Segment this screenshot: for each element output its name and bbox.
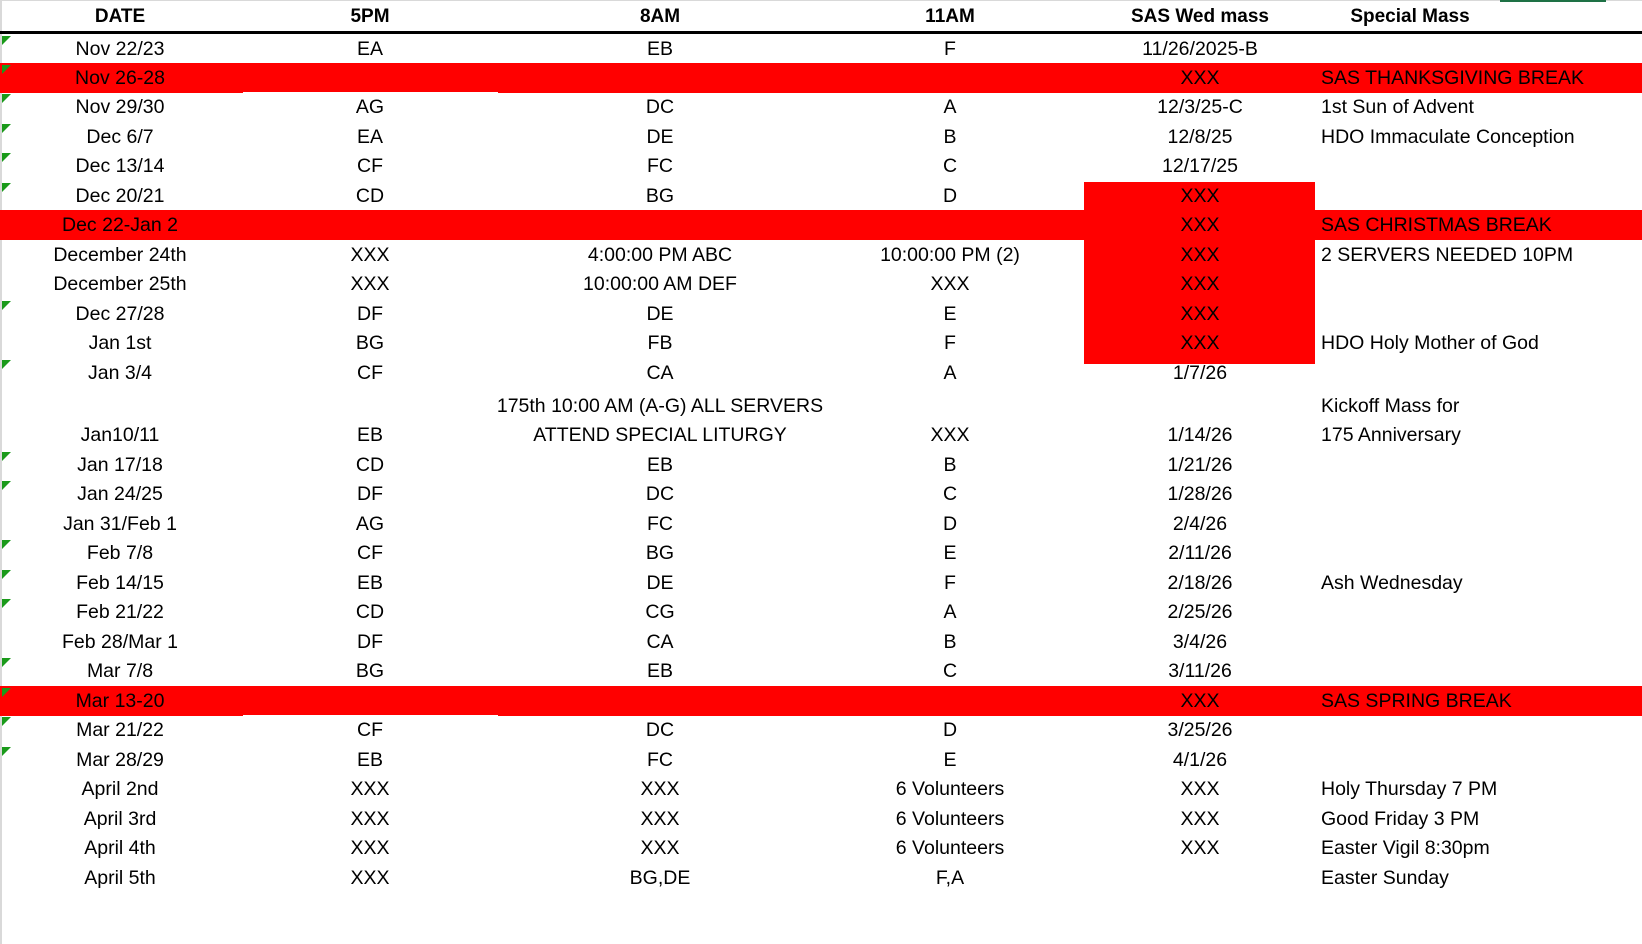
error-indicator-icon [2, 183, 11, 192]
cell-11am[interactable]: 6 Volunteers [895, 837, 1005, 859]
header-11am[interactable]: 11AM [925, 6, 975, 27]
cell-sas-wed-mass[interactable]: 1/7/26 [1172, 362, 1228, 384]
cell-8am[interactable]: DE [646, 303, 674, 325]
error-indicator-icon [2, 481, 11, 490]
table-row [0, 656, 1642, 686]
cell-11am[interactable]: F [944, 332, 956, 354]
cell-8am[interactable] [480, 686, 840, 716]
cell-5pm[interactable]: EA [356, 126, 383, 148]
cell-8am[interactable] [480, 63, 840, 93]
cell-5pm[interactable]: CF [357, 542, 383, 564]
cell-11am[interactable]: E [943, 749, 957, 771]
cell-5pm[interactable]: CF [357, 155, 383, 177]
cell-5pm[interactable]: CD [355, 601, 385, 623]
cell-5pm[interactable]: XXX [350, 778, 390, 800]
cell-8am[interactable]: CG [645, 601, 675, 623]
cell-5pm[interactable]: CF [357, 362, 383, 384]
cell-11am[interactable] [840, 686, 1060, 716]
cell-sas-wed-mass[interactable]: XXX [1180, 67, 1220, 89]
cell-8am[interactable]: CA [646, 631, 674, 653]
table-row [0, 391, 1642, 421]
cell-sas-wed-mass[interactable]: 2/25/26 [1167, 601, 1233, 623]
cell-date[interactable]: Mar 13-20 [75, 690, 165, 712]
cell-11am[interactable]: XXX [930, 424, 970, 446]
cell-11am[interactable]: F [944, 38, 956, 60]
table-row [0, 92, 1642, 122]
cell-5pm[interactable]: DF [357, 303, 383, 325]
cell-8am[interactable]: ATTEND SPECIAL LITURGY [533, 424, 787, 446]
cell-11am[interactable]: D [942, 513, 958, 535]
cell-11am[interactable]: D [942, 185, 958, 207]
cell-special-mass[interactable]: 1st Sun of Advent [1321, 96, 1474, 118]
header-date[interactable]: DATE [94, 6, 146, 27]
cell-date[interactable]: Jan 3/4 [88, 362, 152, 384]
cell-sas-wed-mass[interactable]: 1/14/26 [1167, 424, 1233, 446]
table-row [0, 568, 1642, 598]
cell-special-mass[interactable] [1321, 34, 1641, 64]
cell-11am[interactable]: B [943, 454, 957, 476]
error-indicator-icon [2, 65, 11, 74]
header-special-mass[interactable]: Special Mass [1350, 6, 1470, 27]
table-row [0, 34, 1642, 64]
cell-special-mass[interactable]: HDO Immaculate Conception [1321, 126, 1575, 148]
error-indicator-icon [2, 124, 11, 133]
cell-5pm[interactable]: EA [356, 38, 383, 60]
cell-sas-wed-mass[interactable]: 3/11/26 [1168, 660, 1232, 682]
cell-sas-wed-mass[interactable]: XXX [1180, 185, 1220, 207]
cell-8am[interactable]: 175th 10:00 AM (A-G) ALL SERVERS [496, 395, 824, 417]
cell-special-mass[interactable] [1321, 509, 1641, 539]
cell-5pm[interactable]: AG [355, 513, 385, 535]
cell-sas-wed-mass[interactable]: 12/8/25 [1167, 126, 1233, 148]
table-row [0, 420, 1642, 450]
cell-8am[interactable]: EB [646, 38, 673, 60]
cell-5pm[interactable] [290, 686, 450, 716]
error-indicator-icon [2, 747, 11, 756]
cell-date[interactable]: Dec 6/7 [86, 126, 154, 148]
cell-8am[interactable]: DC [645, 96, 675, 118]
cell-11am[interactable] [840, 391, 1060, 421]
cell-8am[interactable]: CA [646, 362, 674, 384]
cell-date[interactable]: Nov 26-28 [75, 67, 165, 89]
cell-sas-wed-mass[interactable]: XXX [1180, 214, 1220, 236]
cell-date[interactable]: Mar 7/8 [86, 660, 154, 682]
cell-date[interactable]: Jan 1st [88, 332, 152, 354]
table-row [0, 240, 1642, 270]
cell-8am[interactable]: BG,DE [629, 867, 691, 889]
cell-5pm[interactable]: EB [356, 572, 383, 594]
cell-date[interactable]: Dec 20/21 [75, 185, 165, 207]
cell-date[interactable]: April 3rd [83, 808, 157, 830]
table-row [0, 627, 1642, 657]
cell-sas-wed-mass[interactable] [1100, 863, 1300, 893]
cell-8am[interactable]: XXX [640, 837, 680, 859]
cell-8am[interactable]: FB [647, 332, 673, 354]
cell-special-mass[interactable]: Kickoff Mass for [1321, 395, 1460, 417]
cell-date[interactable]: Feb 21/22 [76, 601, 164, 623]
cell-11am[interactable]: F [944, 572, 956, 594]
cell-5pm[interactable] [290, 210, 450, 240]
cell-11am[interactable]: C [942, 483, 958, 505]
cell-5pm[interactable]: XXX [350, 273, 390, 295]
cell-date[interactable]: Dec 13/14 [75, 155, 165, 177]
cell-date[interactable]: Mar 28/29 [76, 749, 164, 771]
error-indicator-icon [2, 452, 11, 461]
table-row [0, 450, 1642, 480]
table-row [0, 299, 1642, 329]
cell-sas-wed-mass[interactable]: 11/26/2025-B [1142, 38, 1258, 60]
error-indicator-icon [2, 360, 11, 369]
table-row [0, 715, 1642, 745]
cell-5pm[interactable]: AG [355, 96, 385, 118]
header-8am[interactable]: 8AM [639, 6, 681, 27]
cell-sas-wed-mass[interactable]: XXX [1180, 808, 1220, 830]
cell-11am[interactable]: F,A [935, 867, 965, 889]
cell-sas-wed-mass[interactable]: 3/4/26 [1172, 631, 1228, 653]
table-row [0, 774, 1642, 804]
cell-5pm[interactable]: DF [357, 483, 383, 505]
cell-special-mass[interactable]: 175 Anniversary [1321, 424, 1461, 446]
table-row [0, 269, 1642, 299]
cell-date[interactable]: December 25th [53, 273, 187, 295]
error-indicator-icon [2, 36, 11, 45]
cell-special-mass[interactable]: SAS SPRING BREAK [1321, 690, 1512, 712]
cell-11am[interactable]: A [943, 96, 957, 118]
table-row [0, 538, 1642, 568]
cell-11am[interactable]: 6 Volunteers [895, 778, 1005, 800]
cell-5pm[interactable]: CD [355, 454, 385, 476]
cell-special-mass[interactable]: SAS CHRISTMAS BREAK [1321, 214, 1552, 236]
cell-special-mass[interactable] [1321, 597, 1641, 627]
cell-5pm[interactable]: EB [356, 424, 383, 446]
table-row [0, 358, 1642, 388]
error-indicator-icon [2, 688, 11, 697]
cell-11am[interactable] [840, 210, 1060, 240]
table-row [0, 686, 1642, 716]
cell-sas-wed-mass[interactable]: 2/4/26 [1172, 513, 1228, 535]
cell-11am[interactable]: 10:00:00 PM (2) [880, 244, 1020, 266]
cell-8am[interactable]: BG [645, 542, 675, 564]
cell-special-mass[interactable]: HDO Holy Mother of God [1321, 332, 1539, 354]
error-indicator-icon [2, 301, 11, 310]
table-row [0, 151, 1642, 181]
cell-5pm[interactable]: EB [356, 749, 383, 771]
cell-date[interactable]: Dec 27/28 [75, 303, 165, 325]
cell-special-mass[interactable]: SAS THANKSGIVING BREAK [1321, 67, 1584, 89]
cell-sas-wed-mass[interactable]: XXX [1180, 332, 1220, 354]
cell-special-mass[interactable] [1321, 151, 1641, 181]
cell-date[interactable]: Jan10/11 [80, 424, 160, 446]
cell-8am[interactable]: FC [647, 749, 673, 771]
table-row [0, 479, 1642, 509]
cell-8am[interactable] [480, 210, 840, 240]
header-sas-wed-mass[interactable]: SAS Wed mass [1131, 6, 1269, 27]
cell-date[interactable] [40, 391, 200, 421]
cell-8am[interactable]: EB [646, 660, 673, 682]
cell-special-mass[interactable]: Good Friday 3 PM [1321, 808, 1480, 830]
cell-8am[interactable]: EB [646, 454, 673, 476]
cell-sas-wed-mass[interactable]: XXX [1180, 837, 1220, 859]
cell-11am[interactable]: E [943, 303, 957, 325]
cell-date[interactable]: Mar 21/22 [76, 719, 164, 741]
cell-8am[interactable]: BG [645, 185, 675, 207]
error-indicator-icon [2, 540, 11, 549]
cell-11am[interactable]: 6 Volunteers [895, 808, 1005, 830]
cell-5pm[interactable]: BG [355, 332, 385, 354]
error-indicator-icon [2, 599, 11, 608]
error-indicator-icon [2, 717, 11, 726]
cell-5pm[interactable]: CD [355, 185, 385, 207]
cell-11am[interactable]: C [942, 660, 958, 682]
table-row [0, 833, 1642, 863]
table-row [0, 210, 1642, 240]
cell-sas-wed-mass[interactable]: 3/25/26 [1167, 719, 1233, 741]
cell-8am[interactable]: XXX [640, 808, 680, 830]
cell-8am[interactable]: DE [646, 572, 674, 594]
error-indicator-icon [2, 94, 11, 103]
cell-special-mass[interactable] [1321, 627, 1641, 657]
cell-8am[interactable]: 4:00:00 PM ABC [587, 244, 733, 266]
cell-sas-wed-mass[interactable]: 1/28/26 [1167, 483, 1233, 505]
table-row [0, 509, 1642, 539]
cell-8am[interactable]: DC [645, 719, 675, 741]
cell-date[interactable]: Jan 31/Feb 1 [63, 513, 177, 535]
cell-8am[interactable]: 10:00:00 AM DEF [583, 273, 737, 295]
cell-special-mass[interactable] [1321, 299, 1641, 329]
cell-8am[interactable]: DC [645, 483, 675, 505]
cell-special-mass[interactable]: Holy Thursday 7 PM [1321, 778, 1498, 800]
cell-11am[interactable]: B [943, 631, 957, 653]
cell-sas-wed-mass[interactable]: XXX [1180, 303, 1220, 325]
cell-11am[interactable]: D [942, 719, 958, 741]
table-row [0, 745, 1642, 775]
cell-date[interactable]: Feb 7/8 [86, 542, 154, 564]
cell-11am[interactable] [840, 63, 1060, 93]
cell-sas-wed-mass[interactable]: 2/18/26 [1167, 572, 1233, 594]
cell-special-mass[interactable]: Ash Wednesday [1321, 572, 1463, 594]
cell-date[interactable]: December 24th [53, 244, 187, 266]
cell-special-mass[interactable] [1321, 450, 1641, 480]
cell-sas-wed-mass[interactable]: 12/3/25-C [1157, 96, 1243, 118]
table-row [0, 863, 1642, 893]
table-row [0, 181, 1642, 211]
error-indicator-icon [2, 570, 11, 579]
cell-sas-wed-mass[interactable]: 4/1/26 [1172, 749, 1228, 771]
cell-11am[interactable]: E [943, 542, 957, 564]
cell-sas-wed-mass[interactable]: XXX [1180, 690, 1220, 712]
cell-8am[interactable]: DE [646, 126, 674, 148]
cell-special-mass[interactable] [1321, 538, 1641, 568]
cell-11am[interactable]: A [943, 601, 957, 623]
cell-5pm[interactable] [290, 63, 450, 93]
cell-special-mass[interactable]: 2 SERVERS NEEDED 10PM [1321, 244, 1574, 266]
cell-special-mass[interactable] [1321, 269, 1641, 299]
header-row [0, 0, 1642, 32]
cell-8am[interactable]: FC [647, 155, 673, 177]
table-row [0, 122, 1642, 152]
table-row [0, 597, 1642, 627]
cell-5pm[interactable]: DF [357, 631, 383, 653]
cell-5pm[interactable]: CF [357, 719, 383, 741]
cell-sas-wed-mass[interactable] [1100, 391, 1300, 421]
cell-date[interactable]: Jan 17/18 [77, 454, 163, 476]
table-row [0, 804, 1642, 834]
cell-date[interactable]: April 4th [84, 837, 156, 859]
cell-sas-wed-mass[interactable]: XXX [1180, 778, 1220, 800]
cell-date[interactable]: Feb 14/15 [76, 572, 164, 594]
cell-special-mass[interactable]: Easter Vigil 8:30pm [1321, 837, 1490, 859]
cell-sas-wed-mass[interactable]: 2/11/26 [1168, 542, 1232, 564]
cell-5pm[interactable]: BG [355, 660, 385, 682]
cell-date[interactable]: Feb 28/Mar 1 [62, 631, 178, 653]
cell-special-mass[interactable] [1321, 479, 1641, 509]
cell-date[interactable]: Dec 22-Jan 2 [62, 214, 178, 236]
cell-sas-wed-mass[interactable]: XXX [1180, 273, 1220, 295]
cell-date[interactable]: April 2nd [81, 778, 159, 800]
cell-5pm[interactable]: XXX [350, 244, 390, 266]
cell-special-mass[interactable] [1321, 358, 1641, 388]
cell-8am[interactable]: FC [647, 513, 673, 535]
cell-sas-wed-mass[interactable]: XXX [1180, 244, 1220, 266]
cell-sas-wed-mass[interactable]: 12/17/25 [1162, 155, 1238, 177]
cell-5pm[interactable]: XXX [350, 867, 390, 889]
cell-11am[interactable]: C [942, 155, 958, 177]
cell-5pm[interactable] [290, 391, 450, 421]
table-row [0, 328, 1642, 358]
cell-special-mass[interactable] [1321, 745, 1641, 775]
cell-special-mass[interactable] [1321, 656, 1641, 686]
error-indicator-icon [2, 658, 11, 667]
header-5pm[interactable]: 5PM [350, 6, 390, 27]
cell-sas-wed-mass[interactable]: 1/21/26 [1167, 454, 1233, 476]
cell-special-mass[interactable] [1321, 715, 1641, 745]
cell-special-mass[interactable] [1321, 181, 1641, 211]
cell-11am[interactable]: A [943, 362, 957, 384]
cell-8am[interactable]: XXX [640, 778, 680, 800]
cell-special-mass[interactable]: Easter Sunday [1321, 867, 1449, 889]
cell-5pm[interactable]: XXX [350, 808, 390, 830]
cell-5pm[interactable]: XXX [350, 837, 390, 859]
cell-date[interactable]: Jan 24/25 [77, 483, 163, 505]
cell-date[interactable]: Nov 29/30 [75, 96, 165, 118]
cell-11am[interactable]: B [943, 126, 957, 148]
table-row [0, 63, 1642, 93]
cell-11am[interactable]: XXX [930, 273, 970, 295]
error-indicator-icon [2, 153, 11, 162]
cell-date[interactable]: Nov 22/23 [75, 38, 165, 60]
cell-date[interactable]: April 5th [84, 867, 156, 889]
